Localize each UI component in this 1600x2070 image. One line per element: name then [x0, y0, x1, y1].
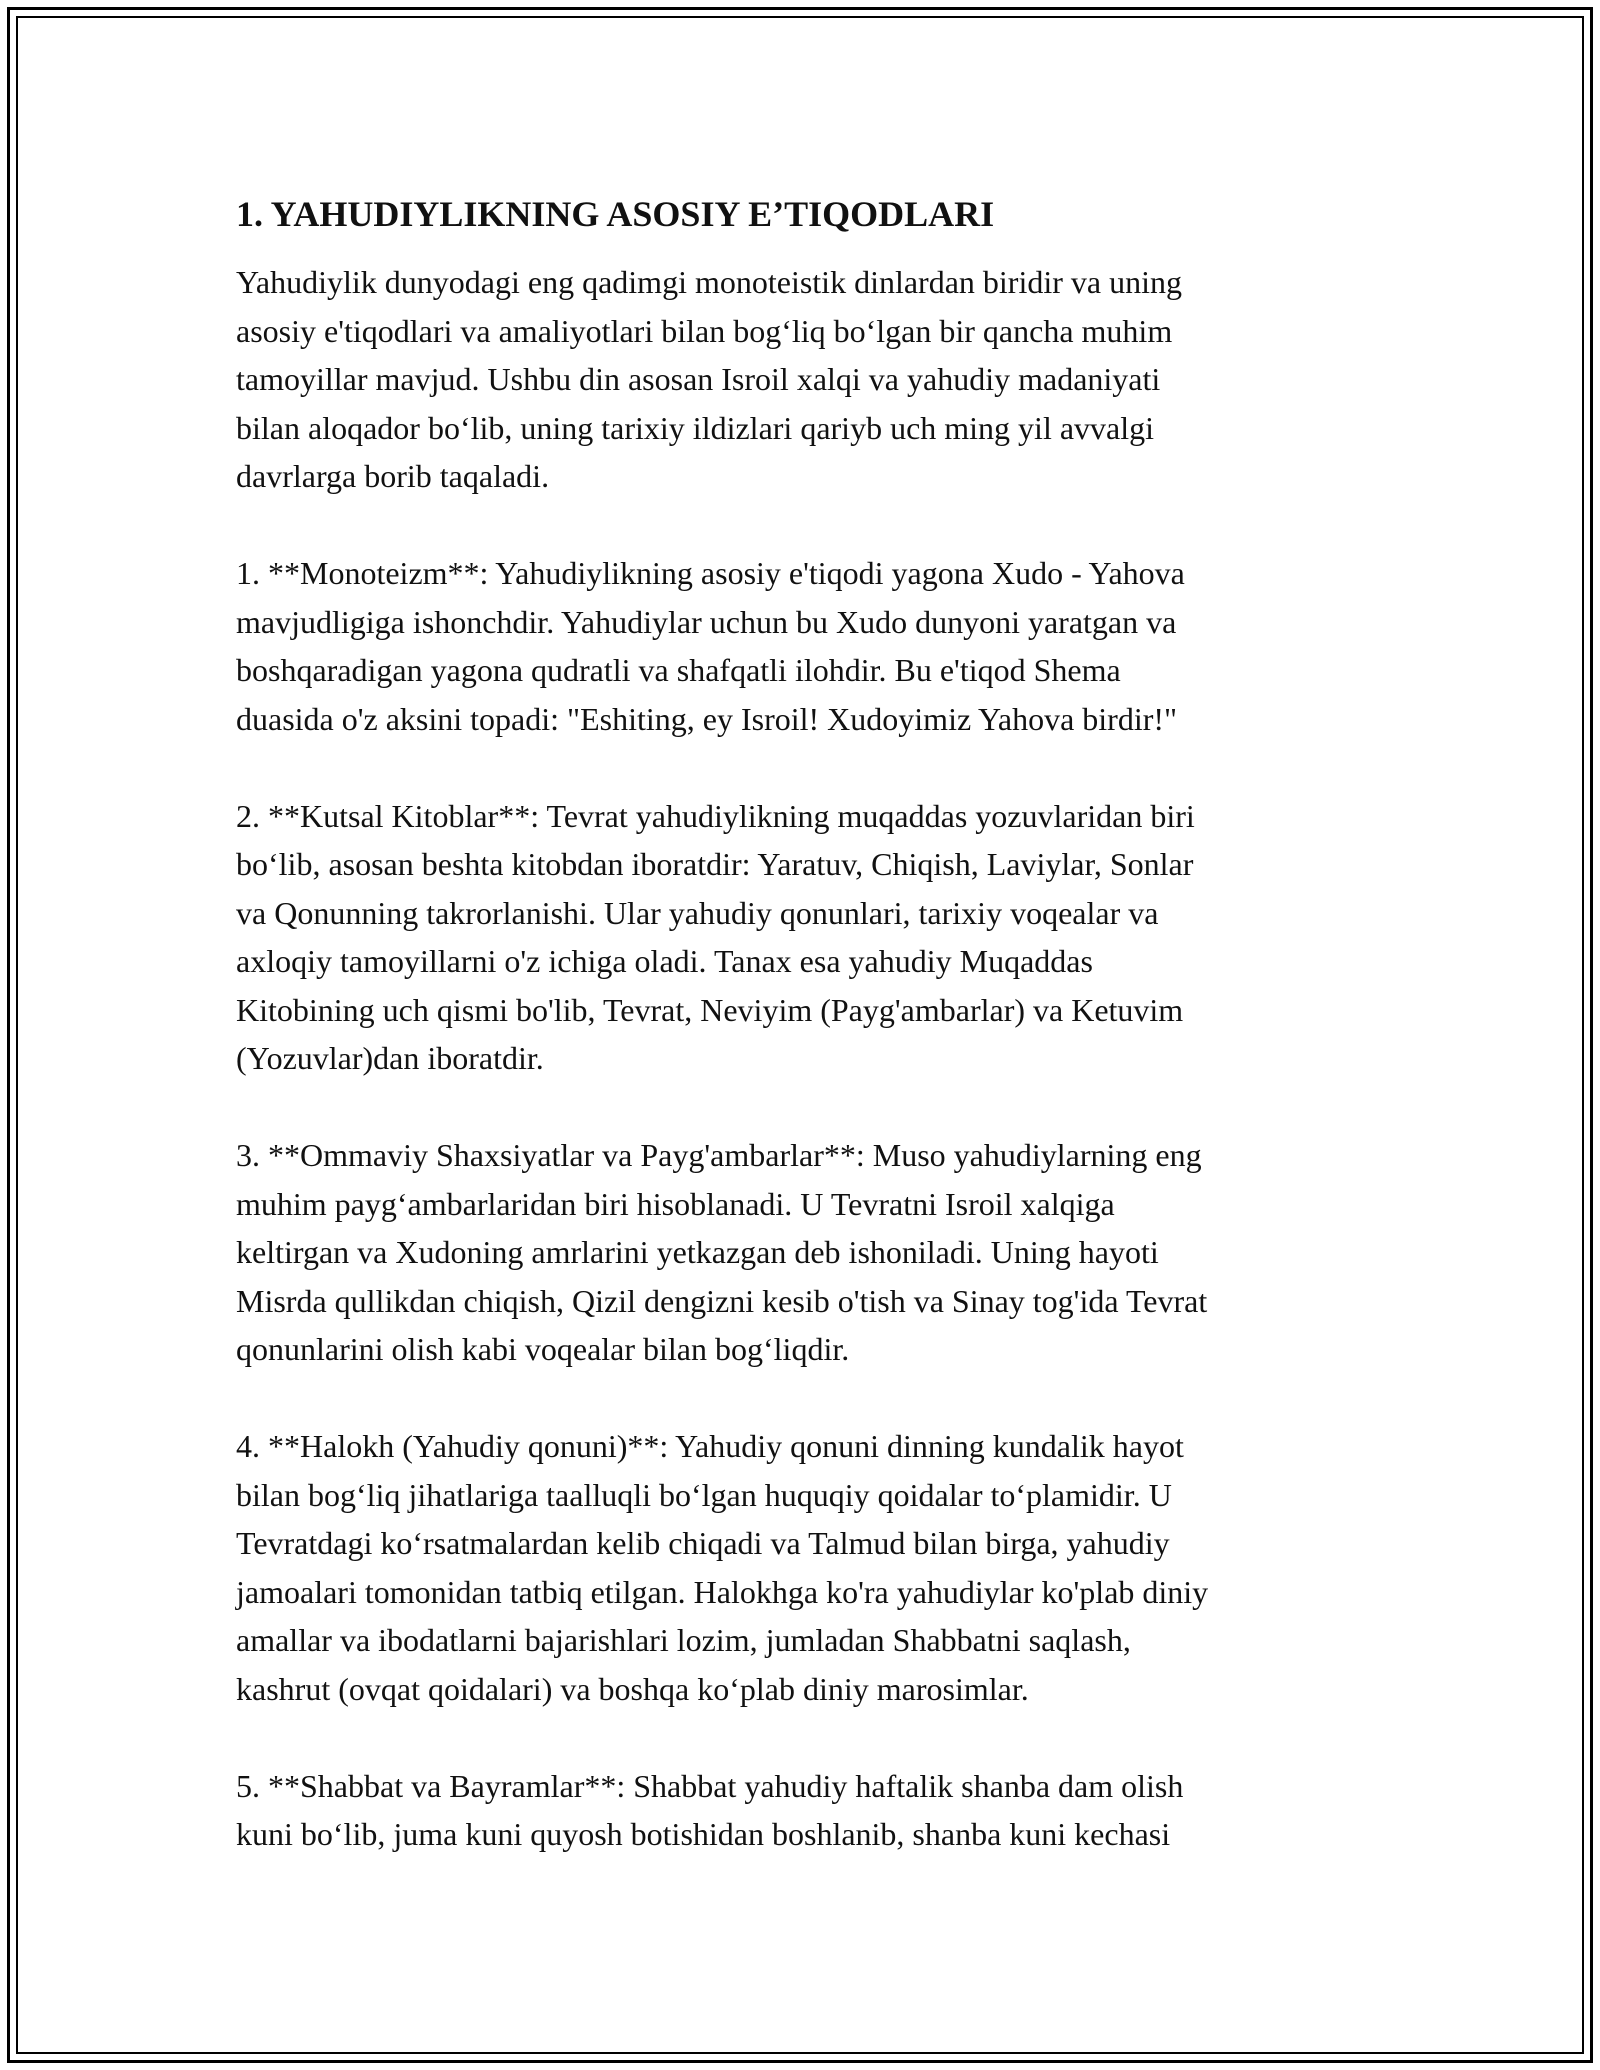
text-line: keltirgan va Xudoning amrlarini yetkazgan deb ishoniladi. Uning hayoti [236, 1234, 1159, 1270]
text-line: mavjudligiga ishonchdir. Yahudiylar uchun bu Xudo dunyoni yaratgan va [236, 603, 1177, 640]
text-line: asosiy e'tiqodlari va amaliyotlari bilan bog‘liq bo‘lgan bir qancha muhim [236, 312, 1173, 349]
text-line: 5. **Shabbat va Bayramlar**: Shabbat yahudiy haftalik shanba dam olish [236, 1767, 1184, 1804]
text-line: 1. **Monoteizm**: Yahudiylikning asosiy e'tiqodi yagona Xudo - Yahova [236, 555, 1185, 591]
text-line: kashrut (ovqat qoidalari) va boshqa ko‘plab diniy marosimlar. [236, 1670, 1029, 1707]
text-line: bilan aloqador bo‘lib, uning tarixiy ildizlari qariyb uch ming yil avvalgi [236, 409, 1155, 446]
text-line: axloqiy tamoyillarni o'z ichiga oladi. Tanax esa yahudiy Muqaddas [236, 943, 1093, 979]
text-line: Yahudiylik dunyodagi eng qadimgi monoteistik dinlardan biridir va uning [236, 264, 1182, 300]
intro-paragraph [236, 258, 1366, 501]
section-payg-ambarlar [236, 1131, 1366, 1374]
text-line: qonunlarini olish kabi voqealar bilan bog‘liqdir. [236, 1331, 850, 1367]
text-line: va Qonunning takrorlanishi. Ular yahudiy qonunlari, tarixiy voqealar va [236, 894, 1159, 931]
text-line: tamoyillar mavjud. Ushbu din asosan Isroil xalqi va yahudiy madaniyati [236, 361, 1161, 397]
text-line: kuni bo‘lib, juma kuni quyosh botishidan boshlanib, shanba kuni kechasi [236, 1816, 1171, 1852]
text-line: davrlarga borib taqaladi. [236, 458, 550, 494]
text-line: muhim payg‘ambarlaridan biri hisoblanadi. U Tevratni Isroil xalqiga [236, 1185, 1115, 1222]
text-line: jamoalari tomonidan tatbiq etilgan. Halokhga ko'ra yahudiylar ko'plab diniy [236, 1573, 1209, 1610]
text-line: bilan bog‘liq jihatlariga taalluqli bo‘lgan huquqiy qoidalar to‘plamidir. U [236, 1476, 1172, 1513]
section-shabbat [236, 1762, 1366, 1859]
text-line: (Yozuvlar)dan iboratdir. [236, 1040, 544, 1076]
text-line: 2. **Kutsal Kitoblar**: Tevrat yahudiylikning muqaddas yozuvlaridan biri [236, 797, 1195, 834]
text-line: 3. **Ommaviy Shaxsiyatlar va Payg'ambarlar**: Muso yahudiylarning eng [236, 1137, 1202, 1173]
document-body [236, 186, 1366, 1859]
text-line: duasida o'z aksini topadi: "Eshiting, ey Isroil! Xudoyimiz Yahova birdir!" [236, 700, 1178, 737]
section-kutsal-kitoblar [236, 792, 1366, 1083]
text-line: boshqaradigan yagona qudratli va shafqatli ilohdir. Bu e'tiqod Shema [236, 652, 1121, 688]
section-monoteizm [236, 549, 1366, 743]
text-line: Kitobining uch qismi bo'lib, Tevrat, Neviyim (Payg'ambarlar) va Ketuvim [236, 991, 1184, 1028]
text-line: Misrda qullikdan chiqish, Qizil dengizni kesib o'tish va Sinay tog'ida Tevrat [236, 1282, 1208, 1319]
text-line: 4. **Halokh (Yahudiy qonuni)**: Yahudiy qonuni dinning kundalik hayot [236, 1428, 1184, 1464]
text-line: bo‘lib, asosan beshta kitobdan iboratdir: Yaratuv, Chiqish, Laviylar, Sonlar [236, 846, 1194, 882]
text-line: Tevratdagi ko‘rsatmalardan kelib chiqadi va Talmud bilan birga, yahudiy [236, 1525, 1170, 1561]
document-title: 1. YAHUDIYLIKNING ASOSIY E’TIQODLARI [236, 194, 995, 234]
text-line: amallar va ibodatlarni bajarishlari lozim, jumladan Shabbatni saqlash, [236, 1622, 1131, 1658]
section-halokh [236, 1422, 1366, 1713]
